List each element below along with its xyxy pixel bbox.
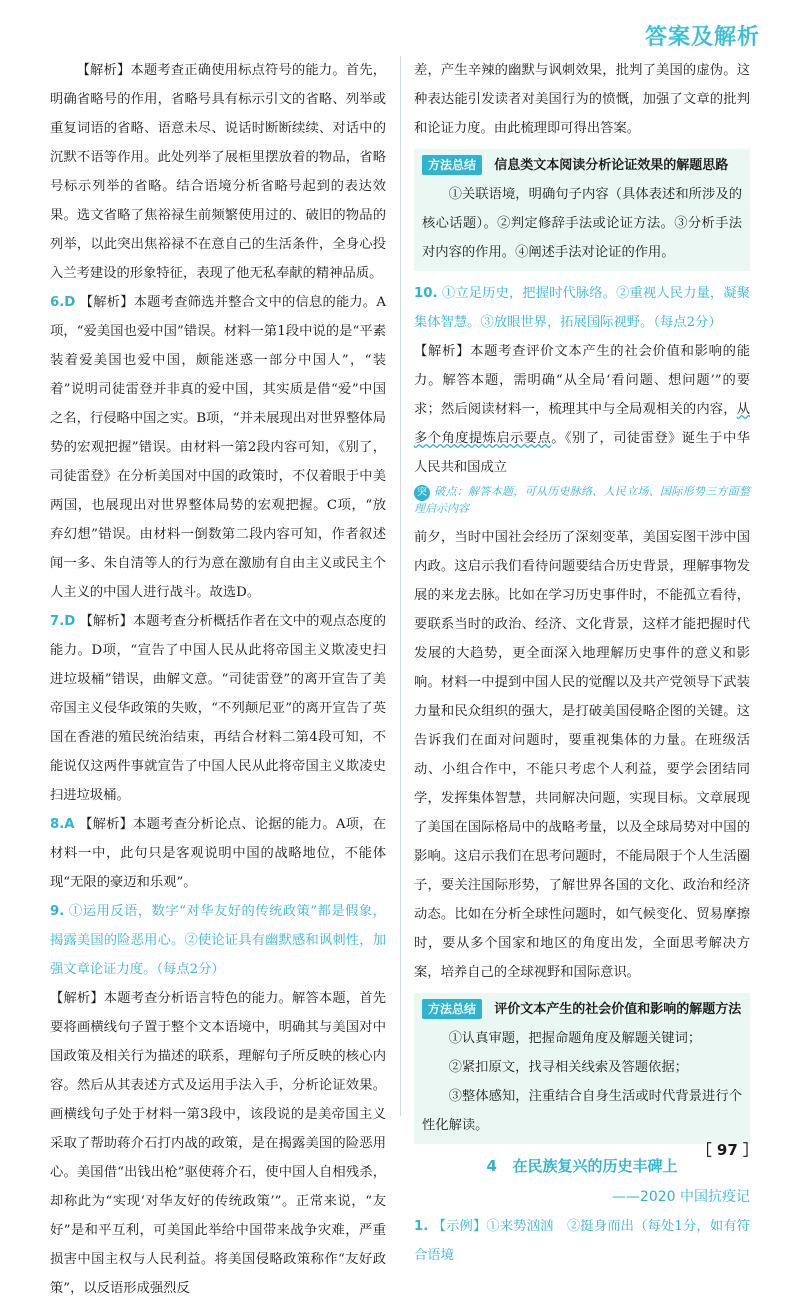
question-9-answer-text: ①运用反语，数字“对华友好的传统政策”都是假象，揭露美国的险恶用心。②使论证具有幽默感和讽刺性，加强文章论证力度。（每点2分） [50, 904, 386, 977]
method-summary-2 [414, 993, 750, 1144]
breakthrough-text: 破点：解答本题，可从历史脉络、人民立场、国际形势三方面整理启示内容 [414, 485, 750, 515]
method-summary-title: 评价文本产生的社会价值和影响的解题方法 [494, 1002, 742, 1017]
question-10-analysis-continued: 前夕，当时中国社会经历了深刻变革，美国妄图干涉中国内政。这启示我们看待问题要结合历史背景，理解事物发展的来龙去脉。比如在学习历史事件时，不能孤立看待，要联系当时的政治、经济、文化背景，这样才能把握时代发展的大趋势，更全面深入地理解历史事件的意义和影响。材料一中提到中国人民的觉醒以及共产党领导下武装力量和民众组织的强大，是打破美国侵略企图的关键。这告诉我们在面对问题时，要重视集体的力量。在班级活动、小组合作中，不能只考虑个人利益，要学会团结同学，发挥集体智慧，共同解决问题，实现目标。文章展现了美国在国际格局中的战略考量，以及全球局势对中国的影响。这启示我们在思考问题时，不能局限于个人生活圈子，要关注国际形势，了解世界各国的文化、政治和经济动态。比如在分析全球性问题时，如气候变化、贸易摩擦时，要从多个国家和地区的角度出发，全面思考解决方案，培养自己的全球视野和国际意识。 [414, 530, 750, 980]
question-1 [414, 1212, 750, 1270]
question-10-answer [414, 279, 750, 337]
analysis-text: 。《别了，司徒雷登》诞生于中华人民共和国成立 [414, 431, 750, 475]
section-subtitle: ——2020 中国抗疫记 [611, 1189, 750, 1205]
underlined-text: 从多个角度提炼启示要点 [414, 402, 750, 446]
question-1-number: 1. [414, 1219, 429, 1234]
question-6 [50, 288, 386, 607]
section-title-text: 在民族复兴的历史丰碑上 [512, 1157, 678, 1175]
breakthrough-note [414, 484, 750, 517]
question-9-number: 9. [50, 904, 65, 919]
method-item: ③整体感知，注重结合自身生活或时代背景进行个性化解读。 [422, 1089, 742, 1133]
analysis-text: 【解析】本题考查评价文本产生的社会价值和影响的能力。解答本题，需明确“从全局‘看问题、想问题’”的要求；然后阅读材料一，梳理其中与全局观相关的内容， [414, 344, 750, 417]
method-item: ①认真审题，把握命题角度及解题关键词； [448, 1031, 702, 1046]
breakthrough-icon: 突 [414, 485, 430, 501]
header-title: 答案及解析 [644, 25, 760, 50]
method-summary-text: ①关联语境，明确句子内容（具体表述和所涉及的核心话题）。②判定修辞手法或论证方法。③分析手法对内容的作用。④阐述手法对论证的作用。 [422, 187, 742, 260]
right-column [414, 56, 750, 1270]
method-summary-label: 方法总结 [422, 999, 482, 1019]
question-7-text: 【解析】本题考查分析概括作者在文中的观点态度的能力。D项，“宣告了中国人民从此将帝国主义欺凌史扫进垃圾桶”错误，曲解文意。“司徒雷登”的离开宣告了美帝国主义侵华政策的失败，“不列颠尼亚”的离开宣告了英国在香港的殖民统治结束，再结合材料二第4段可知，不能说仅这两件事就宣告了中国人民从此将帝国主义欺凌史扫进垃圾桶。 [50, 614, 387, 803]
question-7-number: 7.D [50, 614, 76, 629]
column-divider [400, 56, 401, 1116]
question-10-number: 10. [414, 286, 438, 301]
continued-paragraph: 差，产生辛辣的幽默与讽刺效果，批判了美国的虚伪。这种表达能引发读者对美国行为的愤慨，加强了文章的批判和论证力度。由此梳理即可得出答案。 [414, 63, 750, 136]
question-8-number: 8.A [50, 817, 75, 832]
question-6-number: 6.D [50, 295, 76, 310]
question-9-answer [50, 897, 386, 984]
question-8 [50, 810, 386, 897]
left-column [50, 56, 386, 1303]
question-10-analysis [414, 337, 750, 482]
question-6-text: 【解析】本题考查筛选并整合文中的信息的能力。A项，“爱美国也爱中国”错误。材料一第1段中说的是“平素装着爱美国也爱中国，颇能迷惑一部分中国人”，“装着”说明司徒雷登并非真的爱中国，其实质是借“爱”中国之名，行侵略中国之实。B项，“并未展现出对世界整体局势的宏观把握”错误。由材料一第2段内容可知，《别了，司徒雷登》在分析美国对中国的政策时，不仅着眼于中美两国，也展现出对世界整体局势的宏观把握。C项，“放弃幻想”错误。由材料一倒数第二段内容可知，作者叙述闻一多、朱自清等人的行为意在激励有自由主义或民主个人主义的中国人进行战斗。故选D。 [50, 295, 386, 600]
question-9-analysis: 【解析】本题考查分析语言特色的能力。解答本题，首先要将画横线句子置于整个文本语境中，明确其与美国对中国政策及相关行为描述的联系，理解句子所反映的核心内容。然后从其表述方式及运用手法入手，分析论证效果。画横线句子处于材料一第3段中，该段说的是美帝国主义采取了帮助蒋介石打内战的政策，是在揭露美国的险恶用心。美国借“出钱出枪”驱使蒋介石，使中国人自相残杀，却称此为“实现‘对华友好的传统政策’”。正常来说，“友好”是和平互利，可美国此举给中国带来战争灾难，严重损害中国主权与人民利益。将美国侵略政策称作“友好政策”，以反语形成强烈反 [50, 991, 386, 1296]
question-7 [50, 607, 386, 810]
method-summary-title: 信息类文本阅读分析论证效果的解题思路 [494, 158, 729, 173]
method-summary-1 [414, 149, 750, 271]
section-number: 4 [486, 1157, 497, 1175]
question-1-text: 【示例】①来势汹汹 ②挺身而出（每处1分，如有符合语境 [414, 1219, 750, 1263]
method-item: ②紧扣原文，找寻相关线索及答题依据； [448, 1060, 688, 1075]
page-number: ［ 97 ］ [696, 1141, 758, 1159]
analysis-paragraph: 【解析】本题考查正确使用标点符号的能力。首先，明确省略号的作用，省略号具有标示引文的省略、列举或重复词语的省略、语意未尽、说话时断断续续、对话中的沉默不语等作用。此处列举了展柜里摆放着的物品，省略号标示列举的省略。结合语境分析省略号起到的表达效果。选文省略了焦裕禄生前频繁使用过的、破旧的物品的列举，以此突出焦裕禄不在意自己的生活条件，全身心投入兰考建设的形象特征，表现了他无私奉献的精神品质。 [50, 63, 386, 281]
question-10-answer-text: ①立足历史，把握时代脉络。②重视人民力量，凝聚集体智慧。③放眼世界，拓展国际视野。（每点2分） [414, 286, 751, 330]
method-summary-label: 方法总结 [422, 155, 482, 175]
question-8-text: 【解析】本题考查分析论点、论据的能力。A项，在材料一中，此句只是客观说明中国的战略地位，不能体现“无限的豪迈和乐观”。 [50, 817, 386, 890]
